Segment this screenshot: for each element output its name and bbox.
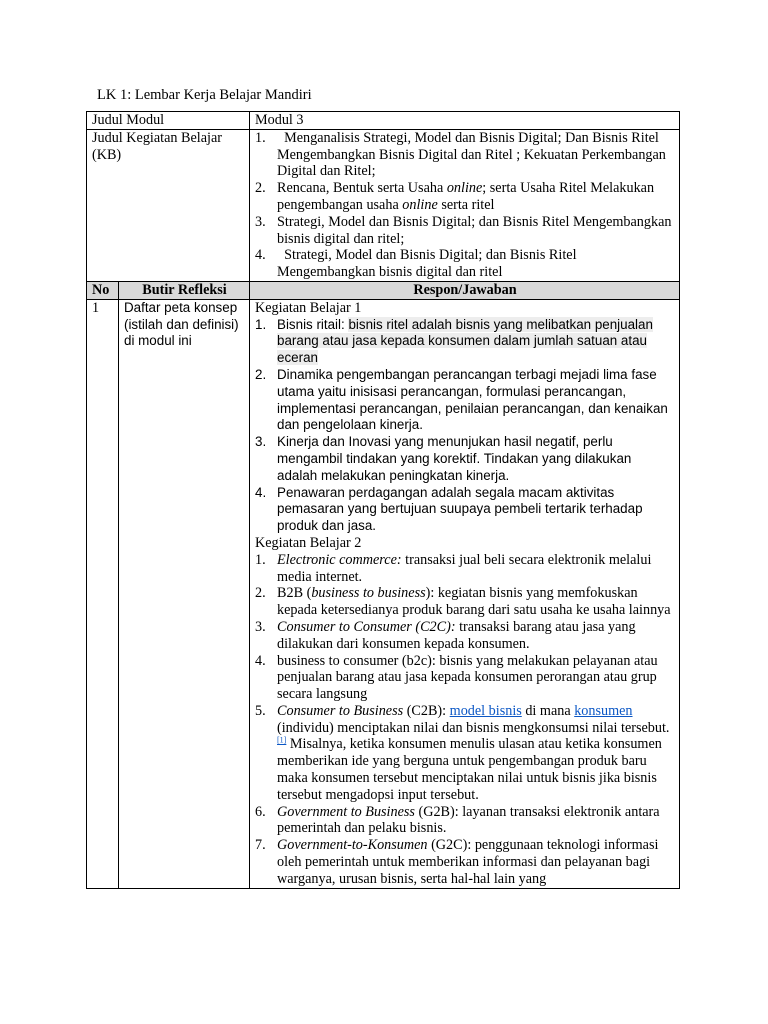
row-number: 1: [87, 299, 119, 888]
konsumen-link[interactable]: konsumen: [574, 702, 633, 719]
row-response: [250, 299, 680, 888]
kb-item: 1. Menganalisis Strategi, Model dan Bisnis Digital; Dan Bisnis Ritel Mengembangkan Bisnis Digital dan Ritel ; Kekuatan Perkembangan Digital dan Ritel;: [255, 129, 666, 180]
model-bisnis-link[interactable]: model bisnis: [449, 702, 522, 719]
kb2-list: [255, 552, 675, 888]
list-item: 7. Government-to-Konsumen (G2C): penggunaan teknologi informasi oleh pemerintah untuk memberikan informasi dan pelayanan bagi warganya, urusan bisnis, serta hal-hal lain yang: [255, 837, 659, 887]
modul-value: Modul 3: [250, 112, 680, 130]
kb-list-cell: [250, 129, 680, 281]
kb1-title: Kegiatan Belajar 1: [255, 299, 362, 316]
kb-item: 3. Strategi, Model dan Bisnis Digital; dan Bisnis Ritel Mengembangkan bisnis digital dan ritel;: [255, 213, 672, 247]
list-item: 4. Penawaran perdagangan adalah segala macam aktivitas pemasaran yang bertujuan suupaya pembeli tertarik terhadap produk dan jasa.: [255, 484, 643, 534]
list-item: 5. Consumer to Business (C2B): model bisnis di mana konsumen (individu) menciptakan nilai dan bisnis mengkonsumsi nilai tersebut. [1] Misalnya, ketika konsumen menulis ulasan atau ketika konsumen memberikan ide yang berguna untuk pengembangan produk baru maka konsumen tersebut menciptakan nilai untuk bisnis jika bisnis tersebut mengadopsi input tersebut.: [255, 702, 670, 803]
table-row: [87, 299, 680, 888]
header-respon: Respon/Jawaban: [250, 281, 680, 299]
kb-row: [87, 129, 680, 281]
list-item: 2. B2B (business to business): kegiatan bisnis yang memfokuskan kepada ketersedianya produk barang dari satu usaha ke usaha lainnya: [255, 585, 671, 619]
kb-list: [255, 130, 675, 281]
kb1-list: [255, 317, 675, 535]
header-no: No: [87, 281, 119, 299]
kb-item: 2. Rencana, Bentuk serta Usaha online; serta Usaha Ritel Melakukan pengembangan usaha online serta ritel: [255, 180, 655, 213]
worksheet-table: [86, 111, 680, 889]
kb-item: 4. Strategi, Model dan Bisnis Digital; dan Bisnis Ritel Mengembangkan bisnis digital dan ritel: [255, 247, 577, 281]
list-item: 1. Bisnis ritail: bisnis ritel adalah bisnis yang melibatkan penjualan barang atau jasa kepada konsumen dalam jumlah satuan atau eceran: [255, 316, 653, 366]
page-title: LK 1: Lembar Kerja Belajar Mandiri: [97, 87, 312, 103]
list-item: 2. Dinamika pengembangan perancangan terbagi mejadi lima fase utama yaitu inisisasi perancangan, formulasi perancangan, implementasi perancangan, penilaian perancangan, dan kenaikan dan pengelolaan kinerja.: [255, 366, 668, 433]
footnote-link[interactable]: [1]: [277, 735, 287, 745]
kb-label: Judul Kegiatan Belajar (KB): [87, 129, 250, 281]
highlighted-definition: bisnis ritel adalah bisnis yang melibatkan penjualan barang atau jasa kepada konsumen dalam jumlah satuan atau eceran: [277, 316, 653, 366]
list-item: 3. Kinerja dan Inovasi yang menunjukan hasil negatif, perlu mengambil tindakan yang korektif. Tindakan yang dilakukan adalah melakukan peningkatan kinerja.: [255, 434, 632, 483]
list-item: 4. business to consumer (b2c): bisnis yang melakukan pelayanan atau penjualan barang atau jasa kepada konsumen perorangan atau grup secara langsung: [255, 652, 658, 703]
kb2-title: Kegiatan Belajar 2: [255, 534, 362, 551]
table-header: [87, 281, 680, 299]
header-butir: Butir Refleksi: [119, 281, 250, 299]
list-item: 3. Consumer to Consumer (C2C): transaksi barang atau jasa yang dilakukan dari konsumen kepada konsumen.: [255, 618, 636, 652]
list-item: 1. Electronic commerce: transaksi jual beli secara elektronik melalui media internet.: [255, 551, 652, 585]
row-butir: Daftar peta konsep (istilah dan definisi) di modul ini: [119, 299, 250, 888]
modul-row: [87, 112, 680, 130]
list-item: 6. Government to Business (G2B): layanan transaksi elektronik antara pemerintah dan pelaku bisnis.: [255, 803, 660, 837]
modul-label: Judul Modul: [87, 112, 250, 130]
